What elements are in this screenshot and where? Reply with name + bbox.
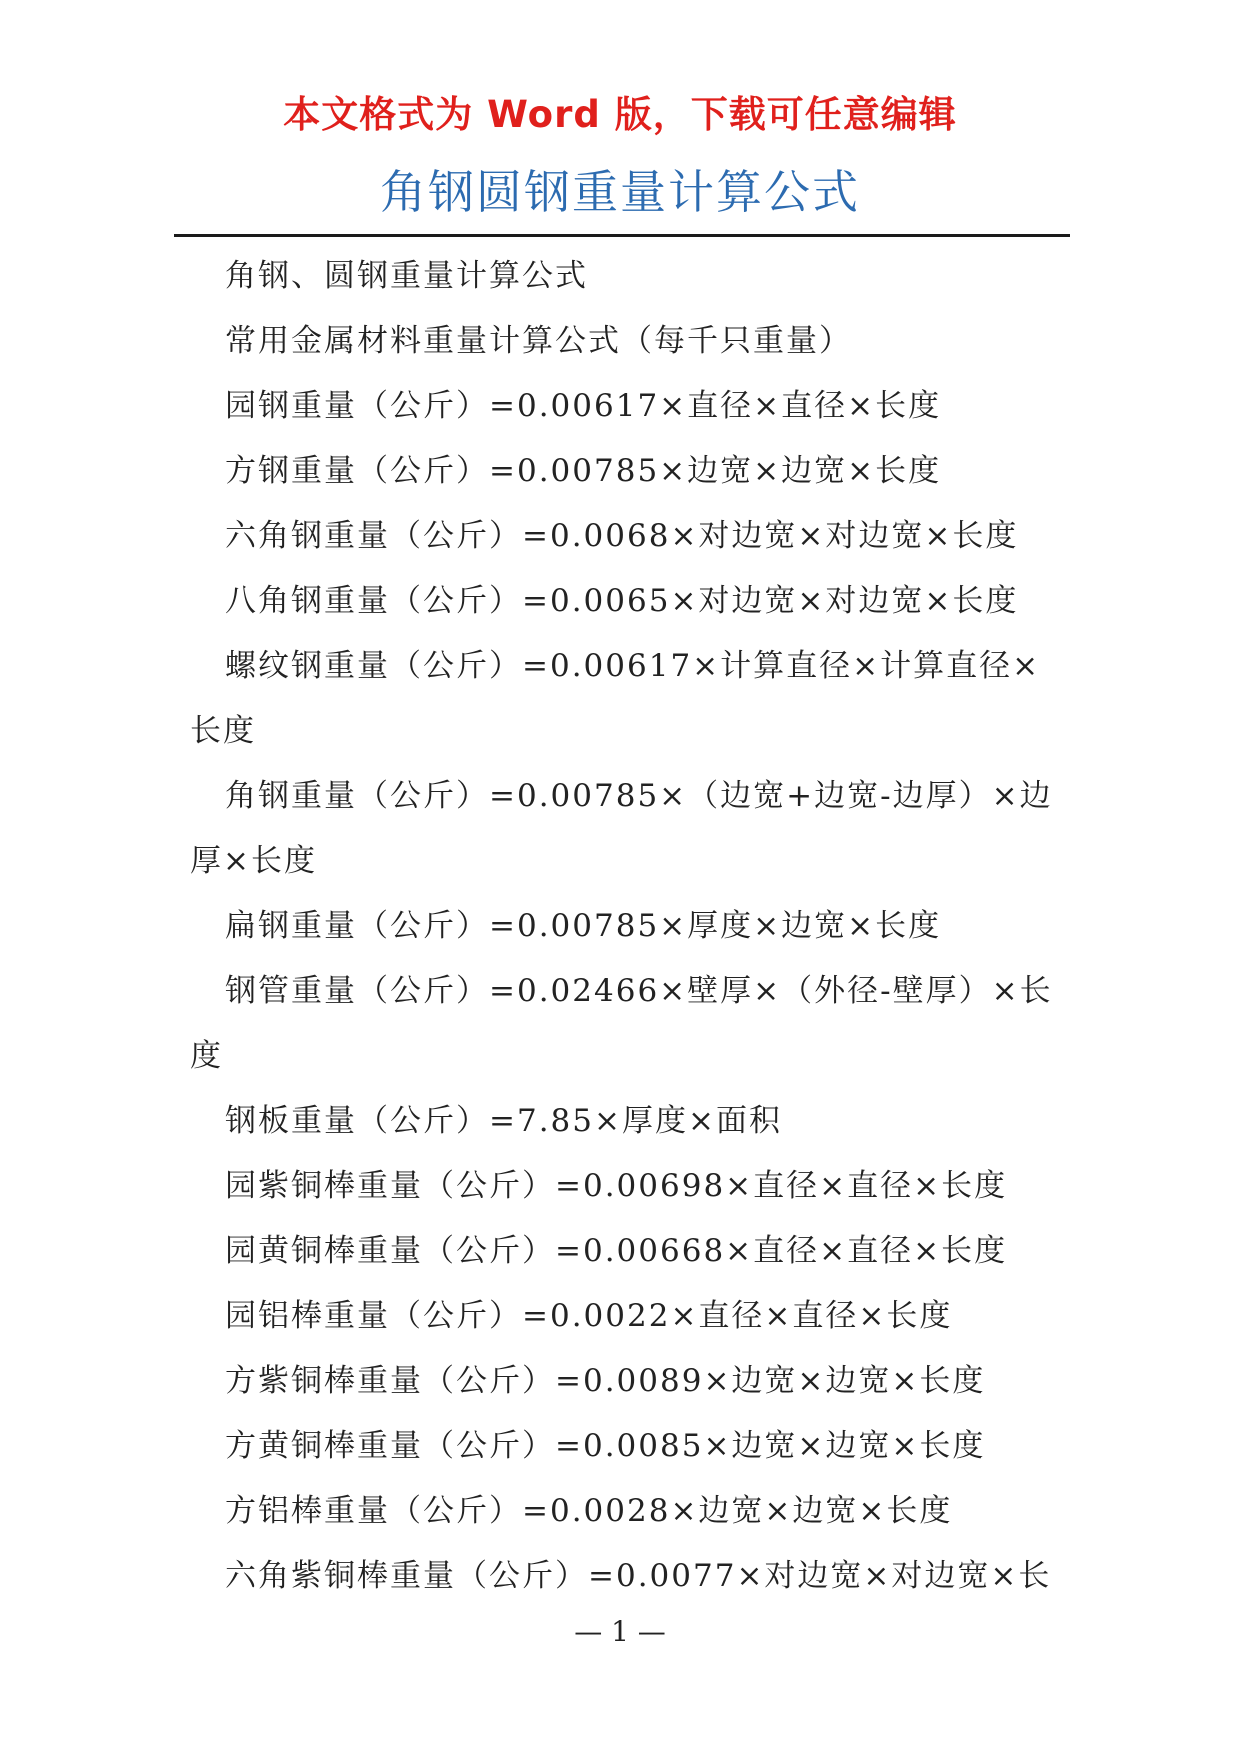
title-divider	[174, 234, 1070, 237]
document-body	[190, 244, 1060, 1609]
format-notice-banner: 本文格式为 Word 版，下载可任意编辑	[283, 93, 957, 136]
formula-octagon-steel: 八角钢重量（公斤）=0.0065×对边宽×对边宽×长度	[225, 583, 1019, 619]
paragraph-subtitle: 角钢、圆钢重量计算公式	[225, 258, 588, 294]
formula-flat-steel: 扁钢重量（公斤）=0.00785×厚度×边宽×长度	[225, 908, 942, 944]
formula-angle-steel: 角钢重量（公斤）=0.00785×（边宽+边宽-边厚）×边厚×长度	[190, 778, 1053, 879]
formula-round-copper-bar: 园紫铜棒重量（公斤）=0.00698×直径×直径×长度	[225, 1168, 1008, 1204]
document-title: 角钢圆钢重量计算公式	[380, 165, 860, 219]
formula-square-copper-bar: 方紫铜棒重量（公斤）=0.0089×边宽×边宽×长度	[225, 1363, 986, 1399]
page-number: — 1 —	[574, 1615, 666, 1648]
formula-round-steel: 园钢重量（公斤）=0.00617×直径×直径×长度	[225, 388, 942, 424]
formula-square-brass-bar: 方黄铜棒重量（公斤）=0.0085×边宽×边宽×长度	[225, 1428, 986, 1464]
formula-steel-plate: 钢板重量（公斤）=7.85×厚度×面积	[225, 1103, 782, 1139]
formula-steel-pipe: 钢管重量（公斤）=0.02466×壁厚×（外径-壁厚）×长度	[190, 973, 1053, 1074]
formula-round-aluminum-bar: 园铝棒重量（公斤）=0.0022×直径×直径×长度	[225, 1298, 953, 1334]
formula-rebar: 螺纹钢重量（公斤）=0.00617×计算直径×计算直径×长度	[190, 648, 1041, 749]
formula-round-brass-bar: 园黄铜棒重量（公斤）=0.00668×直径×直径×长度	[225, 1233, 1008, 1269]
paragraph-section-heading: 常用金属材料重量计算公式（每千只重量）	[225, 323, 852, 359]
formula-hexagon-steel: 六角钢重量（公斤）=0.0068×对边宽×对边宽×长度	[225, 518, 1019, 554]
formula-square-steel: 方钢重量（公斤）=0.00785×边宽×边宽×长度	[225, 453, 942, 489]
formula-hexagon-copper-bar: 六角紫铜棒重量（公斤）=0.0077×对边宽×对边宽×长	[225, 1558, 1052, 1594]
formula-square-aluminum-bar: 方铝棒重量（公斤）=0.0028×边宽×边宽×长度	[225, 1493, 953, 1529]
